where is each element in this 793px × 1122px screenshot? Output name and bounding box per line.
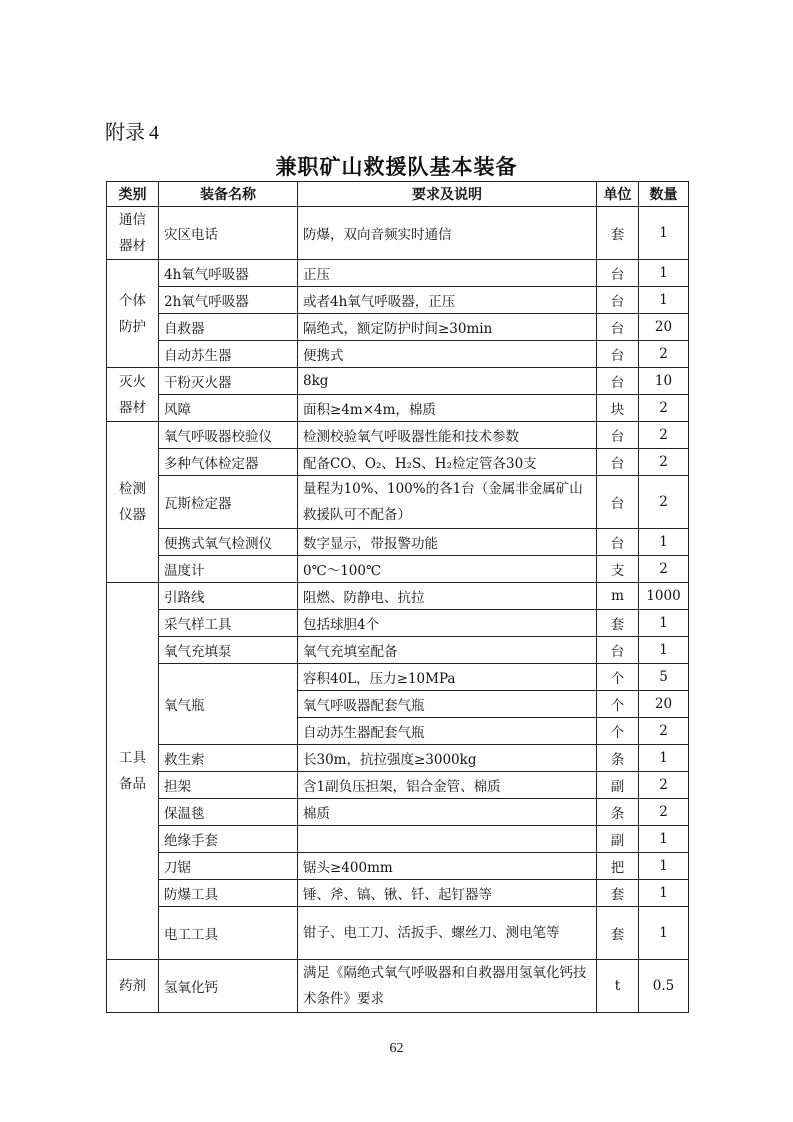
table-row (107, 341, 689, 368)
item-spec: 氧气呼吸器配套气瓶 (298, 691, 597, 718)
table-row (107, 826, 689, 853)
item-spec: 阻燃、防静电、抗拉 (298, 583, 597, 610)
table-row (107, 799, 689, 826)
item-unit: 块 (597, 395, 639, 422)
item-qty: 2 (639, 772, 689, 799)
item-qty: 1 (639, 637, 689, 664)
table-row (107, 368, 689, 395)
item-spec: 自动苏生器配套气瓶 (298, 718, 597, 745)
item-qty: 20 (639, 691, 689, 718)
table-row (107, 960, 689, 1013)
item-spec: 0℃～100℃ (298, 556, 597, 583)
item-spec: 配备CO、O₂、H₂S、H₂检定管各30支 (298, 449, 597, 476)
item-unit: 条 (597, 745, 639, 772)
table-row (107, 476, 689, 529)
item-qty: 1 (639, 745, 689, 772)
appendix-number: 4 (149, 122, 159, 144)
header-name: 装备名称 (159, 182, 298, 207)
item-spec: 满足《隔绝式氧气呼吸器和自救器用氢氧化钙技术条件》要求 (298, 960, 597, 1013)
item-spec: 含1副负压担架，铝合金管、棉质 (298, 772, 597, 799)
item-name: 采气样工具 (159, 610, 298, 637)
table-row (107, 772, 689, 799)
item-name: 电工工具 (159, 907, 298, 960)
table-row (107, 664, 689, 691)
item-name: 担架 (159, 772, 298, 799)
item-name: 绝缘手套 (159, 826, 298, 853)
item-unit: 台 (597, 341, 639, 368)
item-qty: 2 (639, 395, 689, 422)
item-spec: 防爆，双向音频实时通信 (298, 207, 597, 260)
category-label: 工具 备品 (119, 750, 146, 792)
category-label: 药剂 (119, 978, 146, 994)
item-qty: 2 (639, 422, 689, 449)
item-spec: 容积40L，压力≥10MPa (298, 664, 597, 691)
item-spec: 棉质 (298, 799, 597, 826)
item-unit: t (597, 960, 639, 1013)
category-label: 通信 器材 (119, 212, 146, 254)
item-name: 自救器 (159, 314, 298, 341)
header-category: 类别 (107, 182, 159, 207)
page-title: 兼职矿山救援队基本装备 (275, 155, 518, 179)
table-row (107, 207, 689, 260)
item-name: 氧气瓶 (159, 664, 298, 745)
item-unit: 台 (597, 368, 639, 395)
item-unit: 台 (597, 529, 639, 556)
item-name: 防爆工具 (159, 880, 298, 907)
item-qty: 20 (639, 314, 689, 341)
item-spec: 正压 (298, 260, 597, 287)
item-unit: 台 (597, 314, 639, 341)
item-unit: 套 (597, 880, 639, 907)
table-row (107, 395, 689, 422)
item-qty: 1 (639, 853, 689, 880)
item-qty: 1000 (639, 583, 689, 610)
item-qty: 1 (639, 260, 689, 287)
item-name: 灾区电话 (159, 207, 298, 260)
item-name: 干粉灭火器 (159, 368, 298, 395)
table-row (107, 314, 689, 341)
item-unit: 把 (597, 853, 639, 880)
table-row (107, 745, 689, 772)
item-qty: 1 (639, 529, 689, 556)
table-row (107, 907, 689, 960)
table-row (107, 637, 689, 664)
header-unit: 单位 (597, 182, 639, 207)
item-spec: 隔绝式，额定防护时间≥30min (298, 314, 597, 341)
item-name: 自动苏生器 (159, 341, 298, 368)
item-qty: 1 (639, 907, 689, 960)
table-row (107, 610, 689, 637)
item-qty: 2 (639, 799, 689, 826)
category-cell (107, 260, 159, 368)
item-qty: 1 (639, 610, 689, 637)
category-label: 检测 仪器 (119, 481, 146, 523)
table-row (107, 583, 689, 610)
category-cell (107, 422, 159, 583)
item-spec: 长30m，抗拉强度≥3000kg (298, 745, 597, 772)
item-unit: 台 (597, 476, 639, 529)
item-unit: 套 (597, 207, 639, 260)
category-label: 灭火 器材 (119, 373, 146, 416)
table-row (107, 422, 689, 449)
item-unit: 个 (597, 691, 639, 718)
appendix-text: 附录 (105, 120, 145, 144)
item-unit: 副 (597, 826, 639, 853)
table-row (107, 556, 689, 583)
item-unit: 台 (597, 287, 639, 314)
item-unit: 条 (597, 799, 639, 826)
item-qty: 10 (639, 368, 689, 395)
item-spec: 氧气充填室配备 (298, 637, 597, 664)
item-qty: 1 (639, 826, 689, 853)
category-cell (107, 583, 159, 960)
item-qty: 2 (639, 718, 689, 745)
item-qty: 2 (639, 556, 689, 583)
item-spec: 钳子、电工刀、活扳手、螺丝刀、测电笔等 (298, 907, 597, 960)
category-cell (107, 207, 159, 260)
item-unit: 套 (597, 907, 639, 960)
item-spec: 8kg (298, 368, 597, 395)
item-name: 4h氧气呼吸器 (159, 260, 298, 287)
item-unit: 套 (597, 610, 639, 637)
item-name: 2h氧气呼吸器 (159, 287, 298, 314)
item-unit: 副 (597, 772, 639, 799)
table-row (107, 449, 689, 476)
table-row (107, 260, 689, 287)
item-name: 氧气呼吸器校验仪 (159, 422, 298, 449)
item-unit: 台 (597, 260, 639, 287)
item-unit: 台 (597, 637, 639, 664)
category-cell (107, 368, 159, 422)
item-qty: 1 (639, 287, 689, 314)
item-spec: 量程为10%、100%的各1台（金属非金属矿山救援队可不配备） (298, 476, 597, 529)
page-number: 62 (389, 1041, 404, 1056)
item-name: 风障 (159, 395, 298, 422)
item-qty: 2 (639, 341, 689, 368)
table-row (107, 853, 689, 880)
item-unit: 个 (597, 664, 639, 691)
item-unit: 个 (597, 718, 639, 745)
header-spec: 要求及说明 (298, 182, 597, 207)
item-qty: 1 (639, 880, 689, 907)
item-spec: 检测校验氧气呼吸器性能和技术参数 (298, 422, 597, 449)
item-qty: 2 (639, 476, 689, 529)
item-spec: 数字显示，带报警功能 (298, 529, 597, 556)
item-name: 引路线 (159, 583, 298, 610)
item-unit: 支 (597, 556, 639, 583)
item-unit: 台 (597, 449, 639, 476)
item-name: 温度计 (159, 556, 298, 583)
equipment-table (106, 181, 689, 1013)
header-qty: 数量 (639, 182, 689, 207)
item-qty: 0.5 (639, 960, 689, 1013)
item-spec (298, 826, 597, 853)
table-row (107, 287, 689, 314)
item-name: 氢氧化钙 (159, 960, 298, 1013)
table-row (107, 529, 689, 556)
item-spec: 锤、斧、镐、锹、钎、起钉器等 (298, 880, 597, 907)
item-spec: 面积≥4m×4m，棉质 (298, 395, 597, 422)
table-header-row (107, 182, 689, 207)
item-spec: 便携式 (298, 341, 597, 368)
item-name: 救生索 (159, 745, 298, 772)
item-name: 刀锯 (159, 853, 298, 880)
item-name: 便携式氧气检测仪 (159, 529, 298, 556)
item-unit: 台 (597, 422, 639, 449)
item-qty: 2 (639, 449, 689, 476)
table-row (107, 880, 689, 907)
item-name: 保温毯 (159, 799, 298, 826)
item-name: 多种气体检定器 (159, 449, 298, 476)
item-qty: 1 (639, 207, 689, 260)
item-spec: 或者4h氧气呼吸器，正压 (298, 287, 597, 314)
item-qty: 5 (639, 664, 689, 691)
category-label: 个体 防护 (119, 292, 146, 335)
item-spec: 包括球胆4个 (298, 610, 597, 637)
item-spec: 锯头≥400mm (298, 853, 597, 880)
item-name: 瓦斯检定器 (159, 476, 298, 529)
item-name: 氧气充填泵 (159, 637, 298, 664)
item-unit: m (597, 583, 639, 610)
appendix-label (105, 116, 159, 145)
category-cell (107, 960, 159, 1013)
